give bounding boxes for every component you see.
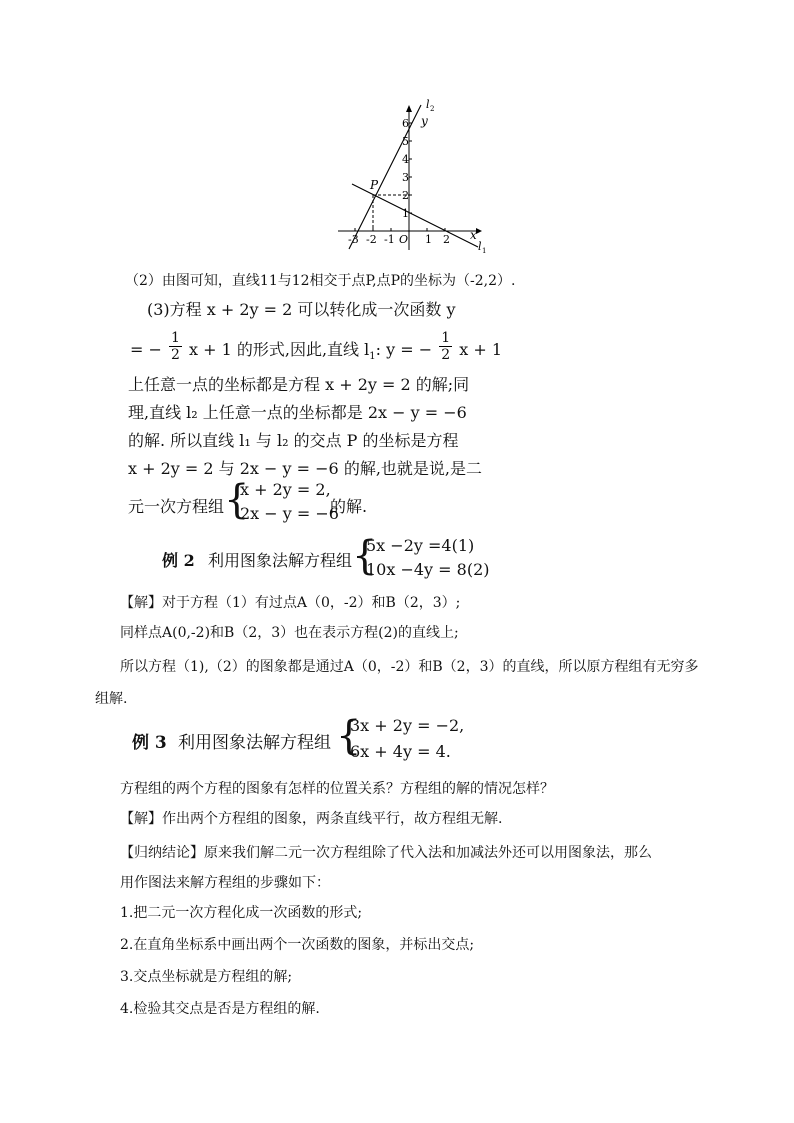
fraction-2: $\frac{1}{2}$ bbox=[441, 330, 451, 363]
svg-text:6: 6 bbox=[402, 117, 409, 130]
label-l2: l bbox=[426, 98, 430, 111]
svg-text:-2: -2 bbox=[366, 233, 377, 246]
answer-3-line7: 元一次方程组 { x + 2y = 2, 2x − y = −6 的解. bbox=[128, 477, 368, 523]
y-axis-arrow bbox=[406, 105, 412, 112]
svg-text:2: 2 bbox=[402, 189, 409, 202]
example-2-text: 利用图象法解方程组 bbox=[208, 551, 353, 570]
fraction-1: $\frac{1}{2}$ bbox=[171, 330, 180, 363]
svg-text:5: 5 bbox=[402, 135, 409, 148]
conclusion-step-1: 1.把二元一次方程化成一次函数的形式; bbox=[120, 905, 363, 921]
conclusion-line2: 用作图法来解方程组的步骤如下： bbox=[120, 875, 330, 891]
solution-2-line4: 组解. bbox=[95, 691, 128, 707]
label-l2-sub: 2 bbox=[430, 105, 435, 113]
label-x: x bbox=[470, 228, 477, 242]
example-2-label: 例 2 bbox=[162, 551, 195, 570]
solution-2-line2: 同样点A(0,-2)和B（2，3）也在表示方程(2)的直线上; bbox=[120, 625, 459, 641]
coordinate-figure bbox=[330, 92, 500, 262]
conclusion-step-3: 3.交点坐标就是方程组的解; bbox=[120, 969, 293, 985]
conclusion-step-2: 2.在直角坐标系中画出两个一次函数的图象，并标出交点; bbox=[120, 937, 475, 953]
example-3: 例 3 利用图象法解方程组 { 3x + 2y = −2, 6x + 4y = 4. bbox=[132, 713, 465, 761]
answer-2: （2）由图可知，直线11与12相交于点P,点P的坐标为（-2,2）. bbox=[125, 273, 516, 289]
svg-text:-1: -1 bbox=[384, 233, 395, 246]
svg-text:3: 3 bbox=[402, 171, 409, 184]
solution-3: 【解】作出两个方程组的图象，两条直线平行，故方程组无解. bbox=[120, 811, 503, 827]
example-3-label: 例 3 bbox=[132, 733, 167, 753]
system-brace: { bbox=[352, 533, 378, 579]
answer-3-line4: 理,直线 l₂ 上任意一点的坐标都是 2x − y = −6 bbox=[128, 403, 467, 422]
label-l1: l bbox=[478, 240, 482, 253]
conclusion-line1: 【归纳结论】原来我们解二元一次方程组除了代入法和加减法外还可以用图象法，那么 bbox=[120, 845, 652, 861]
example-3-text: 利用图象法解方程组 bbox=[178, 733, 331, 753]
svg-text:1: 1 bbox=[402, 207, 409, 220]
label-y: y bbox=[421, 114, 428, 128]
svg-text:1: 1 bbox=[425, 233, 432, 246]
solution-2-line3: 所以方程（1),（2）的图象都是通过A（0，-2）和B（2，3）的直线，所以原方程组有无穷多 bbox=[120, 659, 699, 675]
answer-3-line5: 的解. 所以直线 l₁ 与 l₂ 的交点 P 的坐标是方程 bbox=[128, 431, 459, 450]
label-l1-sub: 1 bbox=[482, 247, 487, 255]
answer-3-line1: (3)方程 x + 2y = 2 可以转化成一次函数 y bbox=[147, 300, 456, 319]
question-3: 方程组的两个方程的图象有怎样的位置关系？方程组的解的情况怎样？ bbox=[120, 781, 554, 797]
conclusion-step-4: 4.检验其交点是否是方程组的解. bbox=[120, 1001, 320, 1017]
y-tick-labels bbox=[402, 117, 409, 220]
x-axis-arrow bbox=[476, 228, 482, 234]
answer-3-line3: 上任意一点的坐标都是方程 x + 2y = 2 的解;同 bbox=[128, 375, 470, 394]
answer-3-line2: = − $\frac{1}{2}$ x + 1 的形式,因此,直线 $l_1$: y = − $\frac{1}{2}$ x + 1 bbox=[130, 330, 503, 363]
solution-2-line1: 【解】对于方程（1）有过点A（0，-2）和B（2，3）; bbox=[120, 595, 461, 611]
svg-text:2: 2 bbox=[443, 233, 450, 246]
label-P: P bbox=[370, 178, 379, 192]
svg-text:-3: -3 bbox=[348, 233, 359, 246]
svg-text:4: 4 bbox=[402, 153, 409, 166]
label-origin: O bbox=[399, 233, 409, 246]
system-brace: { bbox=[336, 713, 362, 759]
example-2: 例 2 利用图象法解方程组 { 5x −2y =4(1) 10x −4y = 8(2) bbox=[162, 533, 490, 579]
system-brace: { bbox=[224, 477, 250, 523]
answer-3-line6: x + 2y = 2 与 2x − y = −6 的解,也就是说,是二 bbox=[128, 459, 482, 478]
